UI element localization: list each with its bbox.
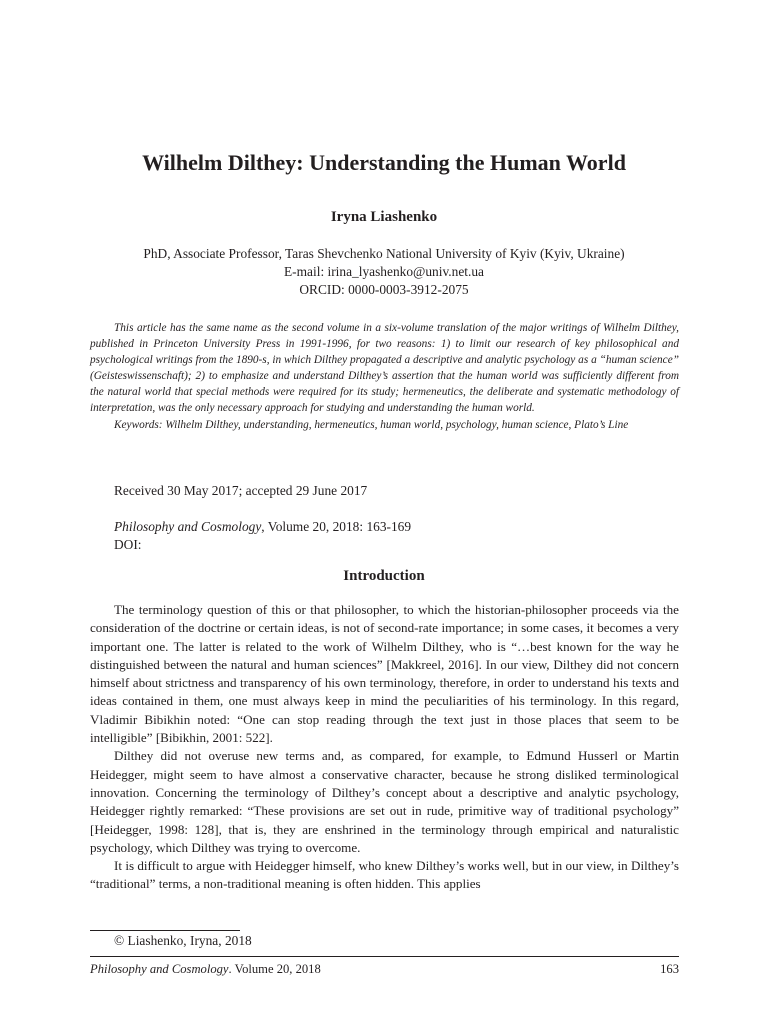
- journal-name: Philosophy and Cosmology: [114, 519, 262, 534]
- author-name: Iryna Liashenko: [330, 209, 438, 225]
- paragraph: It is difficult to argue with Heidegger himself, who knew Dilthey’s works well, but in our view, in Dilthey’s “traditional” terms, a non-traditional meaning is often hidden. This applies: [90, 858, 679, 892]
- abstract-text: This article has the same name as the second volume in a six-volume translation of the major writings of Wilhelm Dilthey, published in Princeton University Press in 1991-1996, for two reasons: 1) to limit our research of key philosophical and psychological writings from the 1890-s, in which Dilthey propagated a descriptive and analytic psychology as a “human science” (Geisteswissenschaft); 2) to emphasize and understand Dilthey’s assertion that the human world was sufficiently different from the natural world that special methods were required for its study; hermeneutics, the deliberate and systematic methodology of interpretation, was the only necessary approach for studying and understanding the human world.: [90, 322, 679, 415]
- doi: DOI:: [114, 537, 142, 552]
- footer-journal: Philosophy and Cosmology: [90, 962, 229, 976]
- article-title: Wilhelm Dilthey: Understanding the Human World: [142, 150, 626, 175]
- footer-divider: [90, 956, 679, 957]
- email: E-mail: irina_lyashenko@univ.net.ua: [284, 264, 484, 279]
- introduction-body: [90, 601, 679, 894]
- abstract: [90, 320, 679, 433]
- footnote-divider: [90, 930, 240, 931]
- journal-volume-pages: , Volume 20, 2018: 163-169: [261, 519, 412, 534]
- received-text: Received 30 May 2017; accepted 29 June 2017: [114, 483, 368, 498]
- affiliation: PhD, Associate Professor, Taras Shevchenko National University of Kyiv (Kyiv, Ukraine): [143, 246, 625, 261]
- author-affiliation-block: [0, 245, 768, 299]
- section-heading-introduction: Introduction: [343, 568, 425, 584]
- journal-citation: [114, 518, 411, 554]
- keywords: Keywords: Wilhelm Dilthey, understanding, hermeneutics, human world, psychology, human science, Plato’s Line: [114, 418, 629, 431]
- orcid: ORCID: 0000-0003-3912-2075: [299, 282, 469, 297]
- running-footer: [90, 962, 321, 977]
- journal-line: [114, 518, 411, 536]
- paragraph: Dilthey did not overuse new terms and, as compared, for example, to Edmund Husserl or Martin Heidegger, might seem to have almost a conservative character, because he strong disliked terminological innovation. Concerning the terminology of Dilthey’s concept about a descriptive and analytic psychology, Heidegger rightly remarked: “These provisions are set out in rude, primitive way of traditional psychology” [Heidegger, 1998: 128], that is, they are enshrined in the terminology through empirical and naturalistic psychology, which Dilthey was trying to overcome.: [90, 748, 679, 855]
- received-date: [114, 482, 367, 500]
- page-number: 163: [660, 962, 679, 976]
- copyright-notice: © Liashenko, Iryna, 2018: [114, 933, 252, 948]
- footer-volume: . Volume 20, 2018: [228, 962, 321, 976]
- paragraph: The terminology question of this or that philosopher, to which the historian-philosopher proceeds via the consideration of the doctrine or certain ideas, is not of second-rate importance; in some cases, it becomes a very important one. The latter is related to the work of Wilhelm Dilthey, who is “…best known for the way he distinguished between the natural and human sciences” [Makkreel, 2016]. In our view, Dilthey did not concern himself about strictness and transparency of his own terminology, therefore, in order to understand his texts and ideas contained in them, one must always keep in mind the peculiarities of his terminology. In this regard, Vladimir Bibikhin noted: “One can stop reading through the text just in those places that seem to be intelligible” [Bibikhin, 2001: 522].: [90, 602, 679, 746]
